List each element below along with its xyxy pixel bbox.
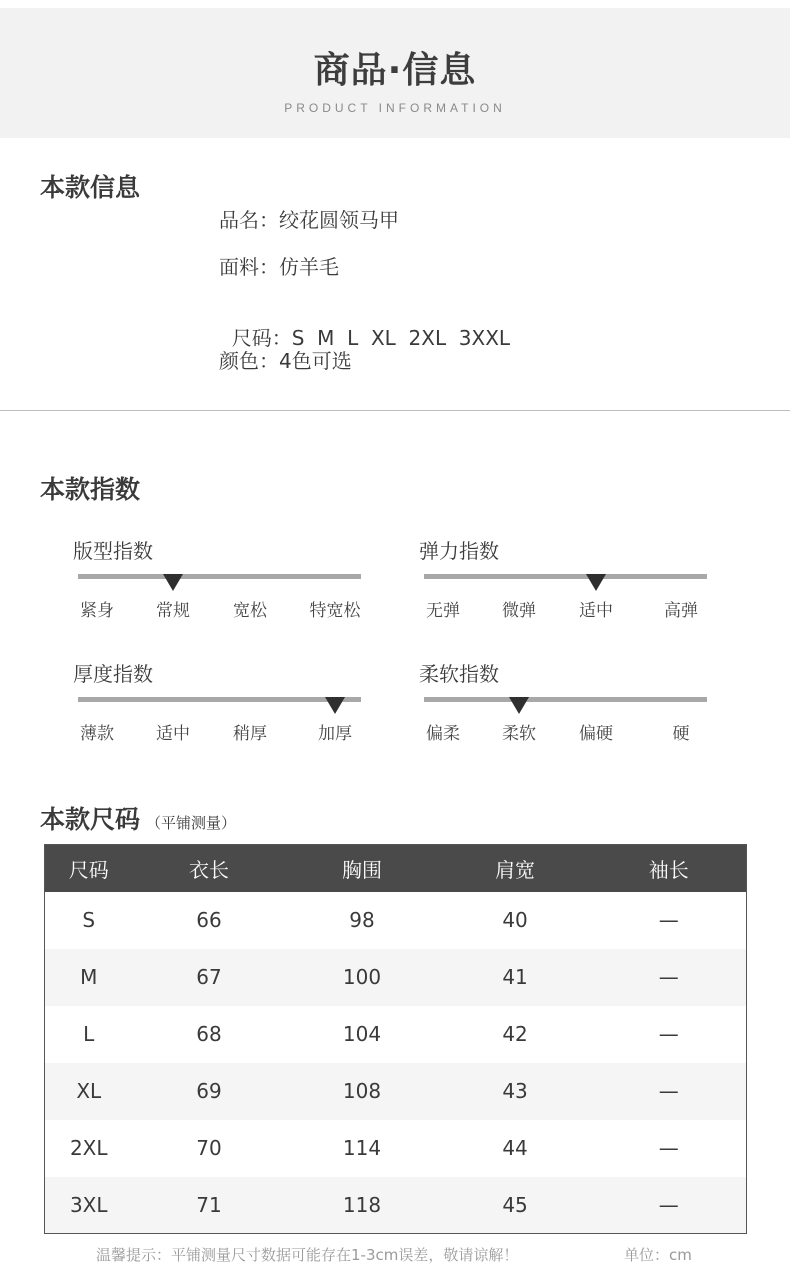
info-label: 品名：	[219, 208, 279, 232]
index-label: 稍厚	[233, 724, 267, 744]
info-label: 面料：	[219, 255, 279, 279]
cell: 41	[439, 949, 592, 1006]
cell: 2XL	[69, 1136, 108, 1160]
index-label: 加厚	[318, 724, 352, 744]
cell: 104	[342, 1022, 382, 1046]
col-header: 衣长	[133, 845, 286, 892]
measure-note: （平铺测量）	[146, 814, 237, 832]
cell: XL	[45, 1063, 133, 1120]
index-label: 特宽松	[309, 601, 361, 621]
index-marker	[325, 697, 345, 714]
footer-unit: 单位：cm	[624, 1246, 692, 1264]
cell: M	[45, 949, 133, 1006]
section-divider	[0, 410, 790, 411]
cell: 118	[286, 1177, 439, 1234]
index-label: 常规	[156, 601, 190, 621]
cell: —	[592, 949, 747, 1006]
cell: 45	[439, 1177, 592, 1234]
cell: 68	[196, 1022, 222, 1046]
cell: 114	[342, 1136, 382, 1160]
cell: 67	[133, 949, 286, 1006]
index-label: 适中	[156, 724, 190, 744]
cell: 40	[502, 908, 528, 932]
table-row	[45, 892, 747, 949]
size-table	[44, 844, 747, 1234]
info-section-title: 本款信息	[40, 173, 141, 202]
index-title: 版型指数	[73, 539, 153, 563]
index-track	[78, 574, 361, 579]
index-label: 适中	[579, 601, 613, 621]
table-row	[45, 1120, 747, 1177]
info-value: 仿羊毛	[279, 255, 339, 279]
cell: L	[83, 1022, 95, 1046]
info-value: 绞花圆领马甲	[279, 208, 399, 232]
cell: 43	[439, 1063, 592, 1120]
cell: 108	[286, 1063, 439, 1120]
index-label: 硬	[672, 724, 690, 744]
size-title: 本款尺码	[40, 805, 141, 834]
index-label: 微弹	[502, 601, 536, 621]
size-section-title	[40, 800, 236, 836]
col-header: 胸围	[286, 845, 439, 892]
index-marker	[586, 574, 606, 591]
cell: 71	[133, 1177, 286, 1234]
info-value: 4色可选	[279, 349, 352, 373]
info-row-name	[219, 204, 399, 233]
info-label: 颜色：	[219, 349, 279, 373]
index-track	[424, 574, 707, 579]
index-label: 紧身	[80, 601, 114, 621]
index-label: 柔软	[502, 724, 536, 744]
cell: 66	[196, 908, 222, 932]
cell: 70	[196, 1136, 222, 1160]
info-row-size	[219, 298, 510, 351]
index-label: 偏柔	[426, 724, 460, 744]
table-row	[45, 1006, 747, 1063]
cell: —	[658, 908, 679, 932]
table-row	[45, 1063, 747, 1120]
info-row-color	[219, 345, 352, 374]
info-label: 尺码：	[231, 326, 292, 350]
table-row	[45, 949, 747, 1006]
index-marker	[163, 574, 183, 591]
index-label: 高弹	[664, 601, 698, 621]
index-title: 厚度指数	[73, 662, 153, 686]
index-title: 柔软指数	[419, 662, 499, 686]
cell: 69	[133, 1063, 286, 1120]
table-header-row	[45, 845, 747, 892]
index-label: 无弹	[426, 601, 460, 621]
indices-section-title: 本款指数	[40, 475, 141, 504]
page-subtitle: PRODUCT INFORMATION	[284, 101, 506, 115]
col-header: 袖长	[592, 845, 747, 892]
cell: 100	[286, 949, 439, 1006]
col-header: 肩宽	[439, 845, 592, 892]
cell: —	[592, 1177, 747, 1234]
index-track	[78, 697, 361, 702]
index-title: 弹力指数	[419, 539, 499, 563]
index-track	[424, 697, 707, 702]
info-row-fabric	[219, 251, 339, 280]
cell: —	[592, 1063, 747, 1120]
index-marker	[509, 697, 529, 714]
cell: 3XL	[45, 1177, 133, 1234]
index-label: 偏硬	[579, 724, 613, 744]
footer-note: 温馨提示：平铺测量尺寸数据可能存在1-3cm误差，敬请谅解！	[96, 1246, 519, 1264]
cell: S	[82, 908, 96, 932]
index-label: 宽松	[233, 601, 267, 621]
cell: 42	[502, 1022, 528, 1046]
page-title: 商品·信息	[313, 50, 477, 91]
header-banner	[0, 8, 790, 138]
cell: —	[658, 1136, 679, 1160]
info-value: S M L XL 2XL 3XXL	[291, 326, 511, 350]
col-header: 尺码	[45, 845, 133, 892]
cell: 98	[349, 908, 375, 932]
index-label: 薄款	[80, 724, 114, 744]
table-row	[45, 1177, 747, 1234]
cell: —	[658, 1022, 679, 1046]
cell: 44	[502, 1136, 528, 1160]
